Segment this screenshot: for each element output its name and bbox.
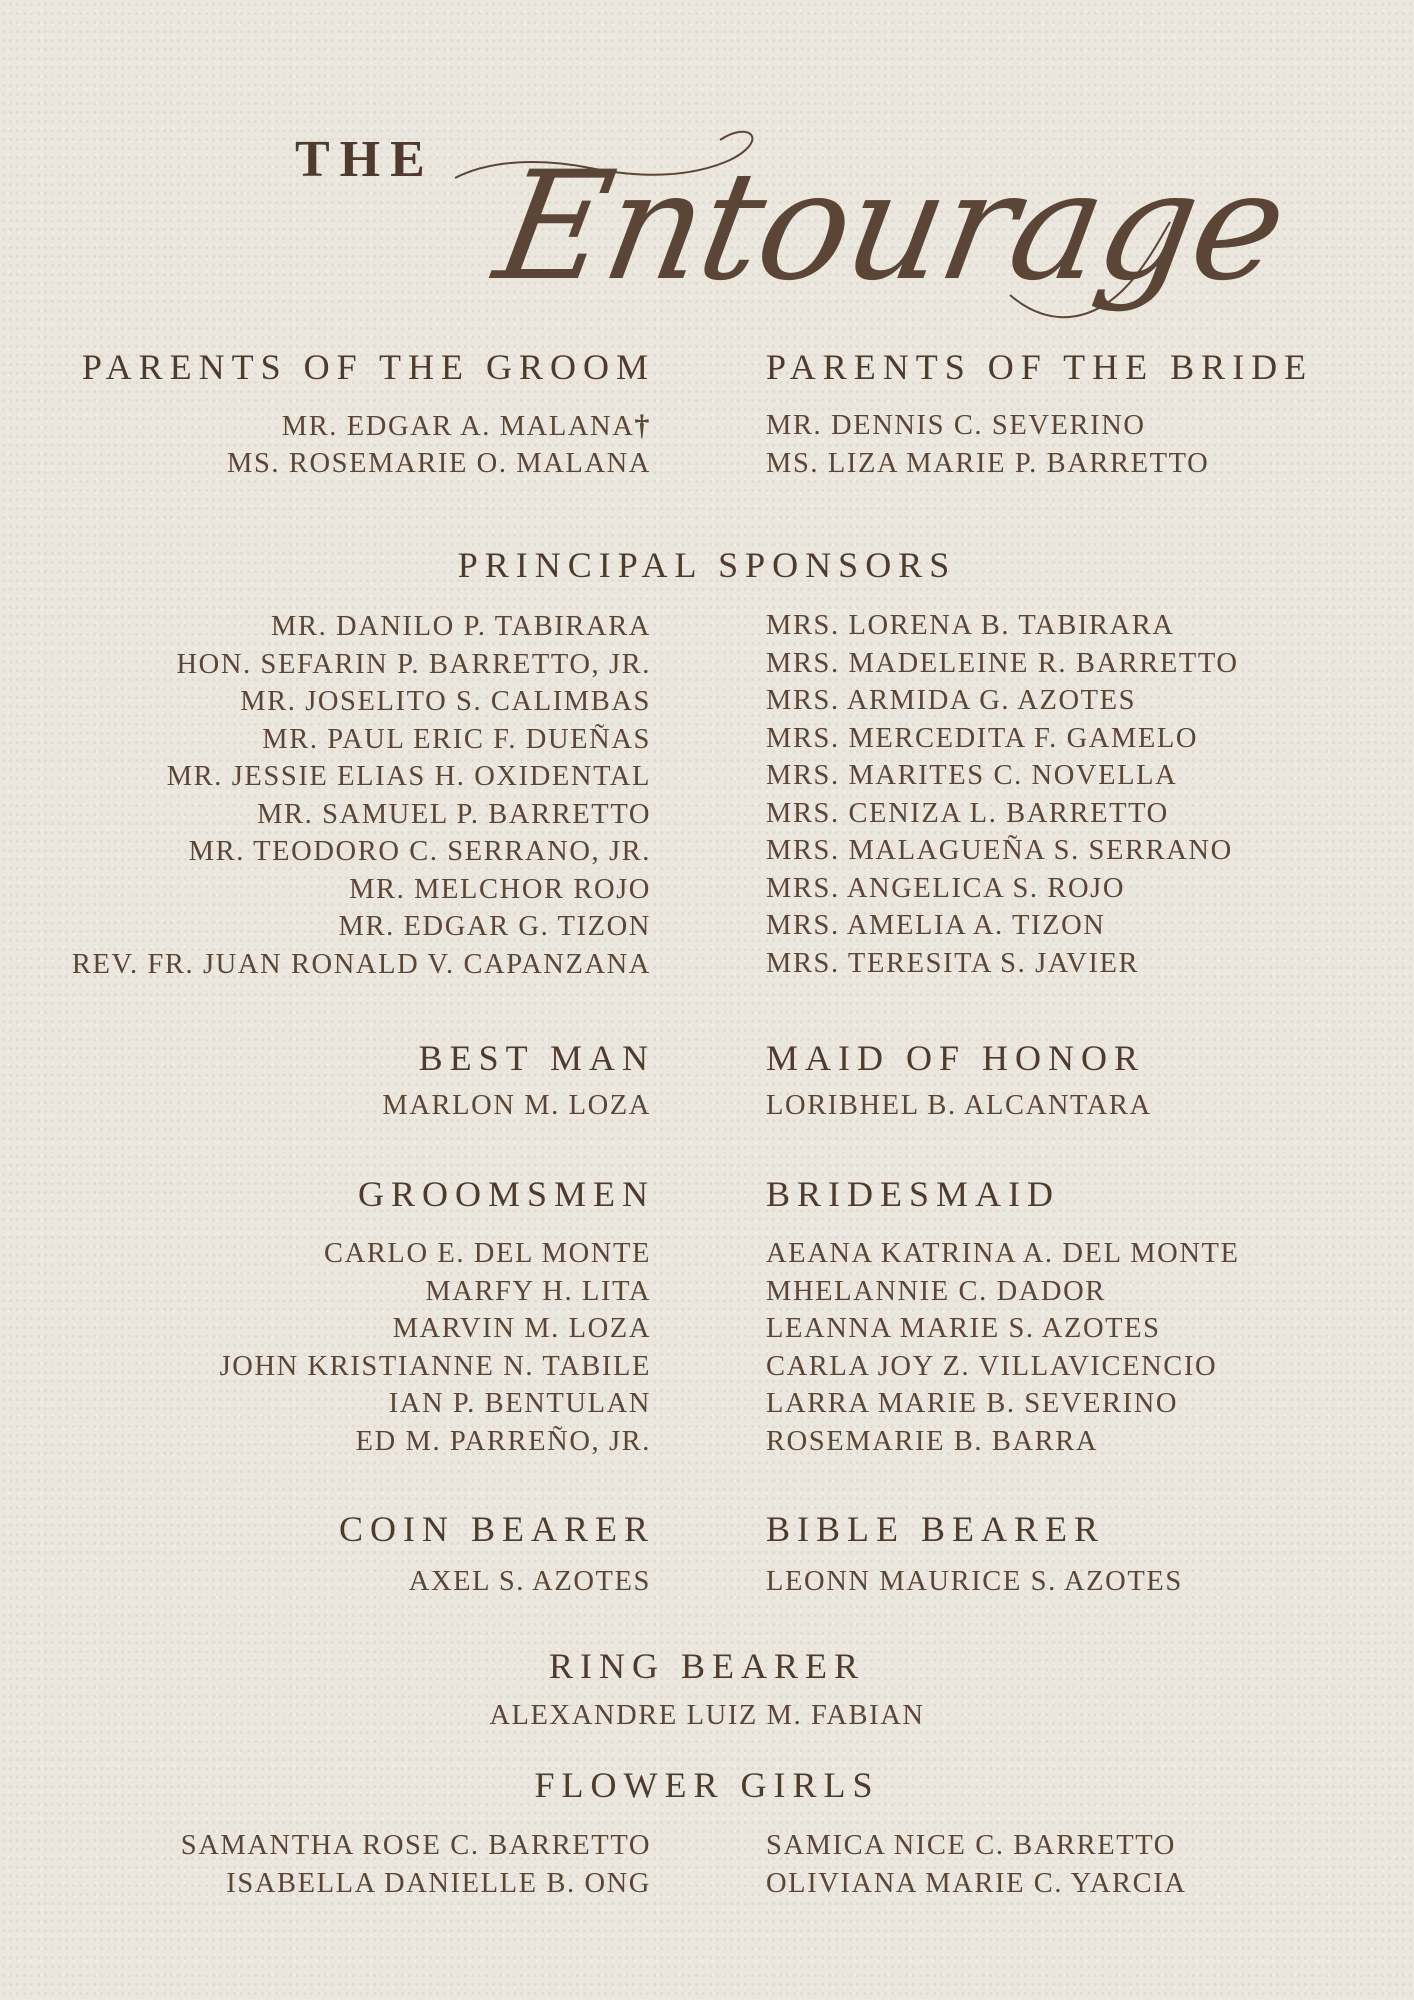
list-item: CARLA JOY Z. VILLAVICENCIO <box>766 1350 1218 1382</box>
list-item <box>227 407 651 445</box>
list-item: CARLO E. DEL MONTE <box>324 1238 651 1269</box>
page-title <box>0 100 1414 330</box>
list-item: MRS. MARITES C. NOVELLA <box>766 760 1178 791</box>
list-item: LARRA MARIE B. SEVERINO <box>766 1388 1179 1419</box>
list-item: MR. MELCHOR ROJO <box>349 873 651 905</box>
best-man-list <box>382 1087 651 1125</box>
list-item: MR. TEODORO C. SERRANO, JR. <box>188 836 651 867</box>
list-item: MR. DANILO P. TABIRARA <box>271 611 651 642</box>
list-item: HON. SEFARIN P. BARRETTO, JR. <box>176 648 651 680</box>
list-item: JOHN KRISTIANNE N. TABILE <box>219 1350 651 1382</box>
list-item: MRS. ARMIDA G. AZOTES <box>766 685 1137 716</box>
maid-of-honor-heading: MAID OF HONOR <box>766 1038 1146 1078</box>
list-item: AEANA KATRINA A. DEL MONTE <box>766 1238 1240 1269</box>
flower-girls-right-list <box>766 1827 1187 1902</box>
list-item: MS. LIZA MARIE P. BARRETTO <box>766 447 1210 479</box>
list-item: REV. FR. JUAN RONALD V. CAPANZANA <box>71 948 651 980</box>
list-item: MRS. TERESITA S. JAVIER <box>766 947 1140 979</box>
title-script: Entourage <box>484 140 1297 314</box>
list-item: MRS. MERCEDITA F. GAMELO <box>766 722 1199 754</box>
list-item: LEONN MAURICE S. AZOTES <box>766 1566 1183 1597</box>
title-prefix: THE <box>295 131 435 188</box>
dagger-icon: † <box>634 409 651 442</box>
list-item: MR. JESSIE ELIAS H. OXIDENTAL <box>166 761 651 792</box>
list-item: ED M. PARREÑO, JR. <box>355 1425 651 1457</box>
list-item: MR. JOSELITO S. CALIMBAS <box>240 686 651 717</box>
list-item: MRS. AMELIA A. TIZON <box>766 910 1106 941</box>
list-item: MHELANNIE C. DADOR <box>766 1275 1106 1307</box>
list-item: OLIVIANA MARIE C. YARCIA <box>766 1867 1187 1899</box>
groom-father: MR. EDGAR A. MALANA <box>281 411 635 442</box>
maid-of-honor-list <box>766 1087 1152 1125</box>
bride-parents-heading: PARENTS OF THE BRIDE <box>766 347 1314 387</box>
flower-girls-heading: FLOWER GIRLS <box>534 1765 880 1805</box>
list-item: MRS. ANGELICA S. ROJO <box>766 872 1126 904</box>
bridesmaid-heading: BRIDESMAID <box>766 1174 1061 1214</box>
ring-bearer-list <box>0 1697 1414 1735</box>
best-man-heading: BEST MAN <box>418 1038 655 1078</box>
list-item: MR. EDGAR G. TIZON <box>338 911 651 942</box>
sponsors-right-list <box>766 607 1239 982</box>
groomsmen-heading: GROOMSMEN <box>357 1174 655 1214</box>
groom-parents-heading: PARENTS OF THE GROOM <box>81 347 655 387</box>
groom-parents-list <box>227 407 651 482</box>
list-item: MR. DENNIS C. SEVERINO <box>766 410 1146 441</box>
bible-bearer-list <box>766 1563 1183 1601</box>
list-item: MRS. MALAGUEÑA S. SERRANO <box>766 835 1233 866</box>
ring-bearer-heading: RING BEARER <box>548 1646 865 1686</box>
list-item: ROSEMARIE B. BARRA <box>766 1425 1099 1457</box>
list-item: MARFY H. LITA <box>425 1275 651 1307</box>
list-item: MS. ROSEMARIE O. MALANA <box>227 447 651 479</box>
bible-bearer-heading: BIBLE BEARER <box>766 1509 1106 1549</box>
list-item: ISABELLA DANIELLE B. ONG <box>226 1867 651 1899</box>
flower-girls-left-list <box>181 1827 651 1902</box>
principal-sponsors-heading: PRINCIPAL SPONSORS <box>457 545 957 585</box>
list-item: MR. SAMUEL P. BARRETTO <box>257 798 651 830</box>
list-item: LORIBHEL B. ALCANTARA <box>766 1090 1152 1121</box>
coin-bearer-heading: COIN BEARER <box>338 1509 655 1549</box>
list-item: SAMANTHA ROSE C. BARRETTO <box>180 1830 651 1861</box>
list-item: IAN P. BENTULAN <box>388 1388 651 1419</box>
sponsors-left-list <box>72 608 651 983</box>
bride-parents-list <box>766 407 1209 482</box>
list-item: SAMICA NICE C. BARRETTO <box>766 1830 1176 1861</box>
list-item: MARVIN M. LOZA <box>392 1313 651 1344</box>
list-item: MRS. MADELEINE R. BARRETTO <box>766 647 1239 679</box>
list-item: MARLON M. LOZA <box>382 1090 651 1121</box>
list-item: LEANNA MARIE S. AZOTES <box>766 1313 1161 1344</box>
coin-bearer-list <box>409 1563 651 1601</box>
list-item: MR. PAUL ERIC F. DUEÑAS <box>262 723 651 755</box>
groomsmen-list <box>220 1235 651 1460</box>
list-item: AXEL S. AZOTES <box>408 1566 651 1597</box>
bridesmaid-list <box>766 1235 1240 1460</box>
list-item: ALEXANDRE LUIZ M. FABIAN <box>489 1700 925 1731</box>
list-item: MRS. LORENA B. TABIRARA <box>766 610 1175 641</box>
list-item: MRS. CENIZA L. BARRETTO <box>766 797 1169 829</box>
